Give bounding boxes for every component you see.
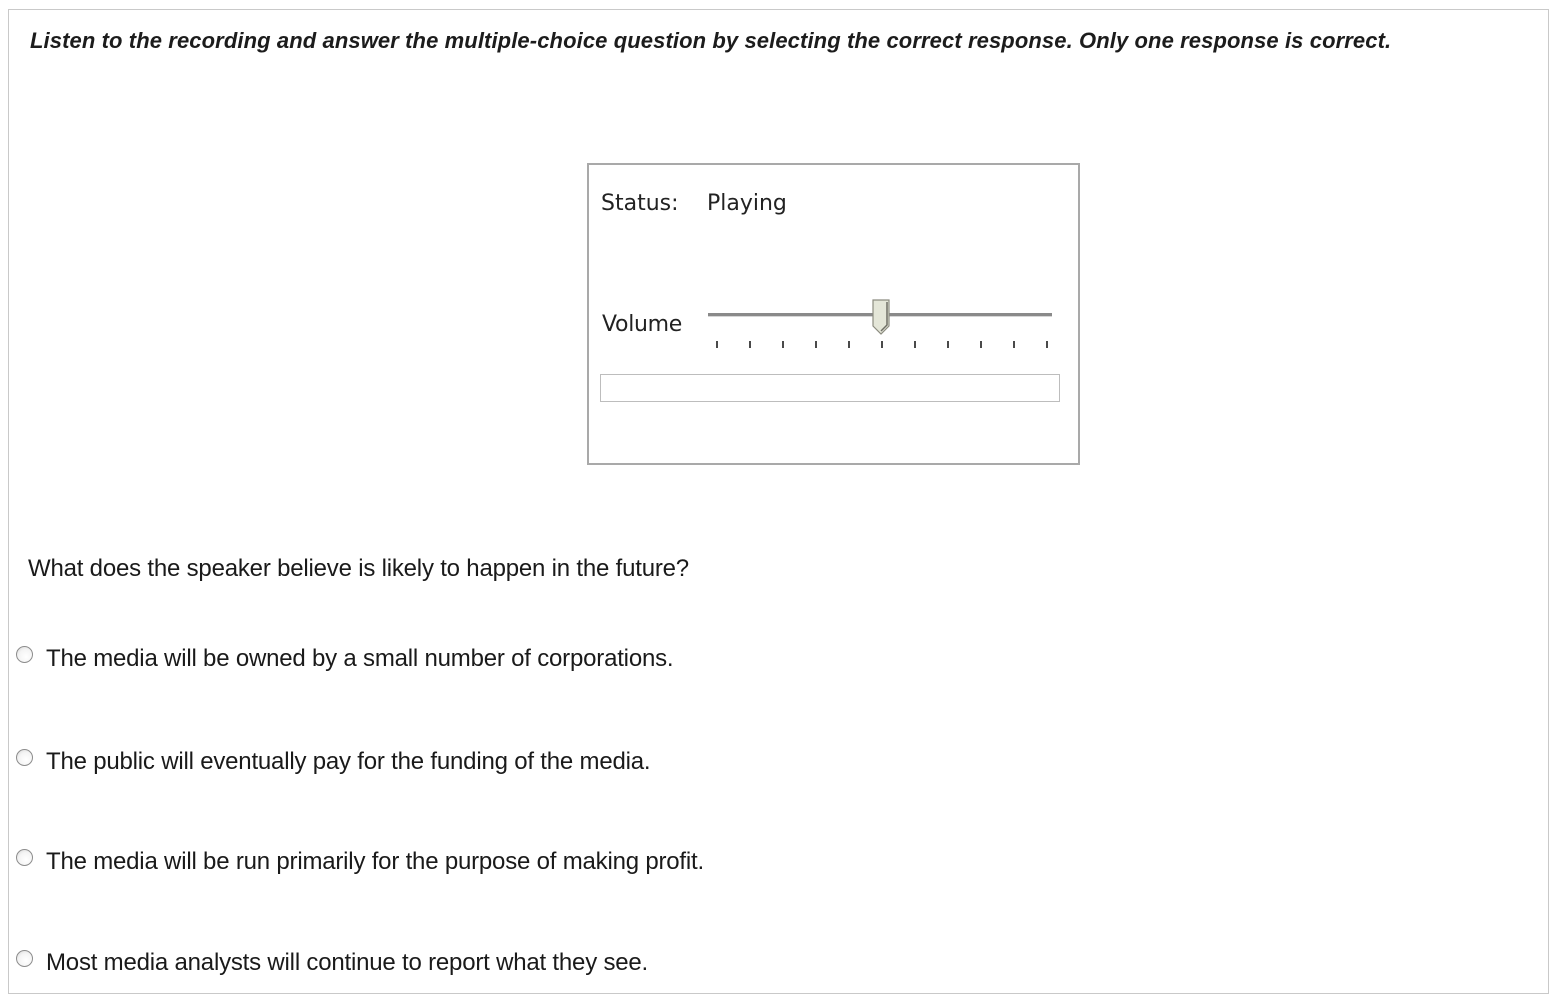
volume-ticks — [708, 341, 1054, 349]
volume-tick — [716, 341, 718, 348]
volume-slider-thumb[interactable] — [872, 299, 890, 335]
volume-tick — [749, 341, 751, 348]
question-frame — [8, 9, 1549, 994]
answer-label-4[interactable]: Most media analysts will continue to report what they see. — [46, 949, 649, 976]
question-text: What does the speaker believe is likely to happen in the future? — [28, 555, 689, 582]
instructions-text: Listen to the recording and answer the multiple-choice question by selecting the correct response. Only one response is correct. — [30, 28, 1392, 53]
answer-radio-1[interactable] — [16, 646, 33, 663]
answer-radio-2[interactable] — [16, 749, 33, 766]
answer-radio-3[interactable] — [16, 849, 33, 866]
volume-slider[interactable] — [708, 297, 1054, 353]
status-label: Status: — [601, 191, 679, 216]
answer-label-1[interactable]: The media will be owned by a small number of corporations. — [46, 645, 674, 672]
volume-tick — [881, 341, 883, 348]
volume-tick — [947, 341, 949, 348]
volume-tick — [815, 341, 817, 348]
status-value: Playing — [707, 191, 787, 216]
answer-label-3[interactable]: The media will be run primarily for the purpose of making profit. — [46, 848, 704, 875]
answer-label-2[interactable]: The public will eventually pay for the funding of the media. — [46, 748, 651, 775]
volume-tick — [848, 341, 850, 348]
volume-tick — [980, 341, 982, 348]
answer-option-1[interactable] — [16, 645, 673, 673]
volume-tick — [1046, 341, 1048, 348]
answer-option-4[interactable] — [16, 949, 648, 977]
volume-label: Volume — [602, 312, 683, 337]
volume-tick — [914, 341, 916, 348]
playback-progress-bar — [600, 374, 1060, 402]
volume-tick — [1013, 341, 1015, 348]
answer-option-2[interactable] — [16, 748, 650, 776]
audio-player — [587, 163, 1080, 465]
answer-option-3[interactable] — [16, 848, 704, 876]
volume-tick — [782, 341, 784, 348]
answer-radio-4[interactable] — [16, 950, 33, 967]
